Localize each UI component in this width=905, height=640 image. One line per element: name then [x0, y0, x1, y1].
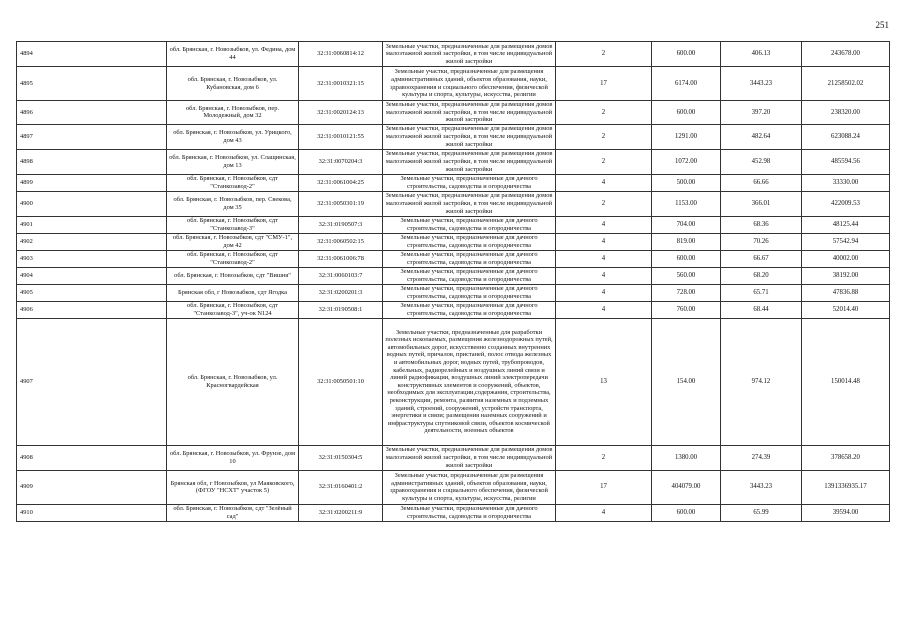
category-cell: 17 — [556, 470, 652, 504]
area-cell: 600.00 — [652, 42, 721, 67]
category-cell: 4 — [556, 250, 652, 267]
specific-value-cell: 3443.23 — [721, 470, 802, 504]
land-use-cell: Земельные участки, предназначенные для дачного строительства, садоводства и огородничества — [383, 284, 556, 301]
cadastral-number-cell: 32:31:0061006:78 — [299, 250, 383, 267]
category-cell: 2 — [556, 191, 652, 216]
cadastral-number-cell: 32:31:0010321:15 — [299, 67, 383, 101]
cadastral-value-cell: 33330.00 — [802, 174, 890, 191]
cadastral-value-cell: 52014.40 — [802, 301, 890, 318]
cadastral-number-cell: 32:31:0200211:9 — [299, 504, 383, 521]
category-cell: 4 — [556, 174, 652, 191]
category-cell: 2 — [556, 42, 652, 67]
cadastral-value-cell: 623088.24 — [802, 124, 890, 149]
area-cell: 1291.00 — [652, 124, 721, 149]
row-number: 4906 — [17, 301, 167, 318]
cadastral-number-cell: 32:31:0050501:10 — [299, 318, 383, 445]
address-cell: Брянская обл, г Новозыбков, ул Маяковского, (ФГОУ "НСХТ" участок 5) — [167, 470, 299, 504]
cadastral-number-cell: 32:31:0060103:7 — [299, 267, 383, 284]
table-row — [17, 174, 890, 191]
address-cell: обл. Брянская, г. Новозыбков, сдт "Вишня" — [167, 267, 299, 284]
cadastral-value-cell: 38192.00 — [802, 267, 890, 284]
area-cell: 500.00 — [652, 174, 721, 191]
row-number: 4899 — [17, 174, 167, 191]
area-cell: 1380.00 — [652, 445, 721, 470]
land-use-cell: Земельные участки, предназначенные для дачного строительства, садоводства и огородничества — [383, 216, 556, 233]
row-number: 4896 — [17, 101, 167, 125]
area-cell: 760.00 — [652, 301, 721, 318]
land-use-cell: Земельные участки, предназначенные для дачного строительства, садоводства и огородничества — [383, 174, 556, 191]
row-number: 4902 — [17, 233, 167, 250]
specific-value-cell: 406.13 — [721, 42, 802, 67]
specific-value-cell: 66.66 — [721, 174, 802, 191]
specific-value-cell: 274.39 — [721, 445, 802, 470]
cadastral-value-cell: 238320.00 — [802, 101, 890, 125]
address-cell: обл. Брянская, г. Новозыбков, пер. Свекова, дом 35 — [167, 191, 299, 216]
area-cell: 704.00 — [652, 216, 721, 233]
land-use-cell: Земельные участки, предназначенные для дачного строительства, садоводства и огородничества — [383, 267, 556, 284]
cadastral-value-cell: 57542.94 — [802, 233, 890, 250]
land-use-cell: Земельные участки, предназначенные для размещения домов малоэтажной жилой застройки, в том числе индивидуальной жилой застройки — [383, 149, 556, 174]
land-use-cell: Земельные участки, предназначенные для размещения домов малоэтажной жилой застройки, в том числе индивидуальной жилой застройки — [383, 191, 556, 216]
table-row — [17, 504, 890, 521]
address-cell: обл. Брянская, г. Новозыбков, сдт "Станкозавод-3", уч-ок N124 — [167, 301, 299, 318]
row-number: 4910 — [17, 504, 167, 521]
cadastral-value-cell: 485594.56 — [802, 149, 890, 174]
address-cell: обл. Брянская, г. Новозыбков, ул. Красногвардейская — [167, 318, 299, 445]
table-row — [17, 191, 890, 216]
cadastral-number-cell: 32:31:0150304:5 — [299, 445, 383, 470]
row-number: 4909 — [17, 470, 167, 504]
land-use-cell: Земельные участки, предназначенные для разработки полезных ископаемых, размещения железнодорожных путей, автомобильных дорог, искусственно созданных внутренних водных путей, причалов, пристаней, полос отвода железных и автомобильных дорог, водных путей, трубопроводов, кабельных, радиорелейных и воздушных линий связи и линий радиофикации, воздушных линий электропередачи конструктивных элементов и сооружений, объектов, необходимых для эксплуатации,содержания, строительства, реконструкции, ремонта, развития наземных и подземных зданий, строений, сооружений, устройств транспорта, энергетики и связи; размещения наземных сооружений и инфраструктуры спутниковой связи, объектов космической деятельности, военных объектов — [383, 318, 556, 445]
specific-value-cell: 68.20 — [721, 267, 802, 284]
cadastral-value-cell: 378658.20 — [802, 445, 890, 470]
land-use-cell: Земельные участки, предназначенные для размещения домов малоэтажной жилой застройки, в том числе индивидуальной жилой застройки — [383, 124, 556, 149]
row-number: 4897 — [17, 124, 167, 149]
row-number: 4908 — [17, 445, 167, 470]
table-row — [17, 267, 890, 284]
address-cell: обл. Брянская, г. Новозыбков, ул. Кубановская, дом 6 — [167, 67, 299, 101]
cadastral-value-cell: 1391336935.17 — [802, 470, 890, 504]
cadastral-number-cell: 32:31:0050301:19 — [299, 191, 383, 216]
category-cell: 4 — [556, 301, 652, 318]
address-cell: обл. Брянская, г. Новозыбков, пер. Молодежный, дом 32 — [167, 101, 299, 125]
address-cell: обл. Брянская, г. Новозыбков, сдт "СМУ-1", дом 42 — [167, 233, 299, 250]
row-number: 4894 — [17, 42, 167, 67]
table-row — [17, 42, 890, 67]
land-cadastre-table — [16, 41, 890, 522]
table-row — [17, 470, 890, 504]
specific-value-cell: 65.99 — [721, 504, 802, 521]
land-use-cell: Земельные участки, предназначенные для размещения административных зданий, объектов образования, науки, здравоохранения и социального обеспечения, физической культуры и спорта, культуры, искусства, религии — [383, 67, 556, 101]
row-number: 4904 — [17, 267, 167, 284]
area-cell: 728.00 — [652, 284, 721, 301]
address-cell: обл. Брянская, г. Новозыбков, ул. Слащинская, дом 13 — [167, 149, 299, 174]
land-use-cell: Земельные участки, предназначенные для размещения домов малоэтажной жилой застройки, в том числе индивидуальной жилой застройки — [383, 101, 556, 125]
category-cell: 2 — [556, 101, 652, 125]
cadastral-value-cell: 150014.48 — [802, 318, 890, 445]
cadastral-number-cell: 32:31:0060502:15 — [299, 233, 383, 250]
area-cell: 404079.00 — [652, 470, 721, 504]
category-cell: 13 — [556, 318, 652, 445]
cadastral-value-cell: 21258502.02 — [802, 67, 890, 101]
page-number: 251 — [875, 20, 889, 30]
cadastral-number-cell: 32:31:0010121:55 — [299, 124, 383, 149]
row-number: 4907 — [17, 318, 167, 445]
area-cell: 1153.00 — [652, 191, 721, 216]
area-cell: 1072.00 — [652, 149, 721, 174]
specific-value-cell: 66.67 — [721, 250, 802, 267]
cadastral-value-cell: 40002.00 — [802, 250, 890, 267]
category-cell: 4 — [556, 267, 652, 284]
row-number: 4903 — [17, 250, 167, 267]
land-use-cell: Земельные участки, предназначенные для дачного строительства, садоводства и огородничества — [383, 301, 556, 318]
table-row — [17, 250, 890, 267]
category-cell: 4 — [556, 504, 652, 521]
cadastral-value-cell: 47836.88 — [802, 284, 890, 301]
cadastral-number-cell: 32:31:0200201:3 — [299, 284, 383, 301]
area-cell: 600.00 — [652, 504, 721, 521]
specific-value-cell: 65.71 — [721, 284, 802, 301]
address-cell: Брянская обл, г Новозыбков, сдт Ягодка — [167, 284, 299, 301]
category-cell: 17 — [556, 67, 652, 101]
cadastral-value-cell: 422009.53 — [802, 191, 890, 216]
specific-value-cell: 70.26 — [721, 233, 802, 250]
table-row — [17, 445, 890, 470]
cadastral-number-cell: 32:31:0070204:3 — [299, 149, 383, 174]
cadastral-number-cell: 32:31:0020124:13 — [299, 101, 383, 125]
specific-value-cell: 68.36 — [721, 216, 802, 233]
specific-value-cell: 366.01 — [721, 191, 802, 216]
specific-value-cell: 482.64 — [721, 124, 802, 149]
specific-value-cell: 452.98 — [721, 149, 802, 174]
area-cell: 600.00 — [652, 101, 721, 125]
address-cell: обл. Брянская, г. Новозыбков, ул. Урицкого, дом 43 — [167, 124, 299, 149]
category-cell: 4 — [556, 233, 652, 250]
table-row — [17, 301, 890, 318]
table-row — [17, 233, 890, 250]
address-cell: обл. Брянская, г. Новозыбков, сдт "Станкозавод-2" — [167, 174, 299, 191]
land-use-cell: Земельные участки, предназначенные для размещения домов малоэтажной жилой застройки, в том числе индивидуальной жилой застройки — [383, 42, 556, 67]
table-row — [17, 318, 890, 445]
specific-value-cell: 974.12 — [721, 318, 802, 445]
row-number: 4900 — [17, 191, 167, 216]
row-number: 4901 — [17, 216, 167, 233]
table-row — [17, 149, 890, 174]
category-cell: 4 — [556, 216, 652, 233]
address-cell: обл. Брянская, г. Новозыбков, сдт "Станкозавод-2" — [167, 250, 299, 267]
specific-value-cell: 68.44 — [721, 301, 802, 318]
table-row — [17, 284, 890, 301]
category-cell: 4 — [556, 284, 652, 301]
land-use-cell: Земельные участки, предназначенные для дачного строительства, садоводства и огородничества — [383, 233, 556, 250]
land-use-cell: Земельные участки, предназначенные для размещения домов малоэтажной жилой застройки, в том числе индивидуальной жилой застройки — [383, 445, 556, 470]
table-row — [17, 67, 890, 101]
land-use-cell: Земельные участки, предназначенные для дачного строительства, садоводства и огородничества — [383, 504, 556, 521]
cadastral-number-cell: 32:31:0190508:1 — [299, 301, 383, 318]
address-cell: обл. Брянская, г. Новозыбков, сдт "Станкозавод-3" — [167, 216, 299, 233]
row-number: 4905 — [17, 284, 167, 301]
table-row — [17, 216, 890, 233]
category-cell: 2 — [556, 149, 652, 174]
area-cell: 819.00 — [652, 233, 721, 250]
specific-value-cell: 3443.23 — [721, 67, 802, 101]
address-cell: обл. Брянская, г. Новозыбков, ул. Федина, дом 44 — [167, 42, 299, 67]
cadastral-value-cell: 39594.00 — [802, 504, 890, 521]
row-number: 4898 — [17, 149, 167, 174]
table-row — [17, 124, 890, 149]
cadastral-number-cell: 32:31:0190507:3 — [299, 216, 383, 233]
area-cell: 600.00 — [652, 250, 721, 267]
area-cell: 6174.00 — [652, 67, 721, 101]
area-cell: 154.00 — [652, 318, 721, 445]
cadastral-value-cell: 243678.00 — [802, 42, 890, 67]
cadastral-number-cell: 32:31:0061004:25 — [299, 174, 383, 191]
area-cell: 560.00 — [652, 267, 721, 284]
specific-value-cell: 397.20 — [721, 101, 802, 125]
address-cell: обл. Брянская, г. Новозыбков, сдт "Зелёный сад" — [167, 504, 299, 521]
category-cell: 2 — [556, 445, 652, 470]
cadastral-number-cell: 32:31:0060814:12 — [299, 42, 383, 67]
row-number: 4895 — [17, 67, 167, 101]
address-cell: обл. Брянская, г. Новозыбков, ул. Фрунзе, дом 10 — [167, 445, 299, 470]
cadastral-number-cell: 32:31:0160401:2 — [299, 470, 383, 504]
category-cell: 2 — [556, 124, 652, 149]
table-row — [17, 101, 890, 125]
cadastral-value-cell: 48125.44 — [802, 216, 890, 233]
land-use-cell: Земельные участки, предназначенные для дачного строительства, садоводства и огородничества — [383, 250, 556, 267]
land-use-cell: Земельные участки, предназначенные для размещения административных зданий, объектов образования, науки, здравоохранения и социального обеспечения, физической культуры и спорта, культуры, искусства, религии — [383, 470, 556, 504]
